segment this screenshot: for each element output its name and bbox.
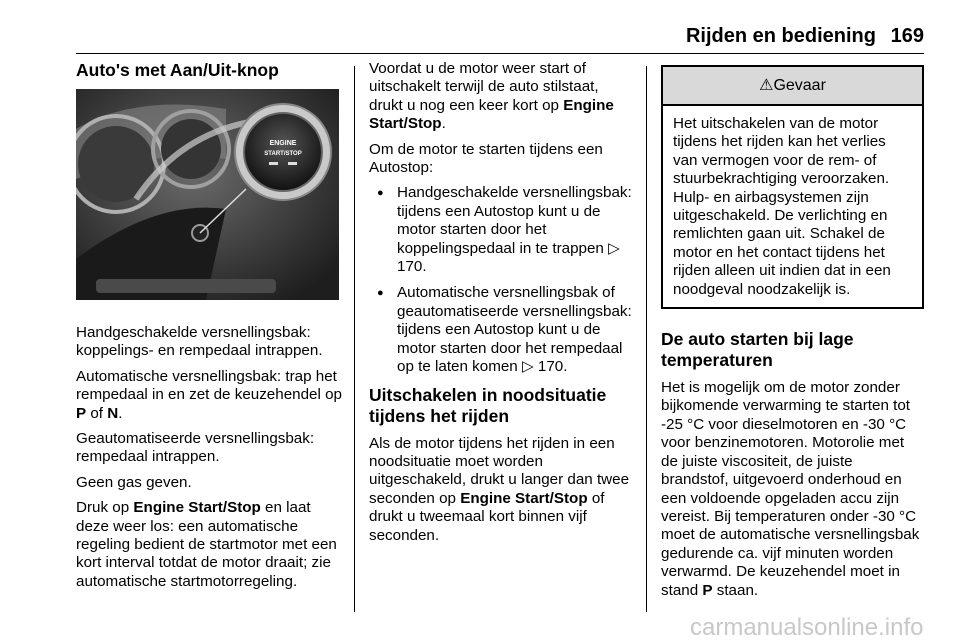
- dashboard-photo: [76, 89, 339, 300]
- page-reference: ▷ 170.: [521, 358, 568, 376]
- column-divider-2: [646, 66, 647, 612]
- start-stop-button-label: START/STOP: [264, 151, 302, 157]
- paragraph-no-gas: Geen gas geven.: [76, 473, 192, 491]
- column-1: [76, 60, 344, 598]
- header-divider: [76, 53, 924, 54]
- paragraph-cold-start: Het is mogelijk om de motor zonder bijkomende verwarming te starten tot -25 °C voor dieselmotoren en -30 °C voor benzinemotoren. Motorolie met de juiste viscositeit, de juiste brandstof, uitgevoerd onderhoud en een voldoende opgeladen accu zijn vereist. Bij temperaturen onder -30 °C moet de automatische versnellingsbak gedurende ca. vijf minuten worden verwarmd. De keuzehendel moet in stand P staan.: [661, 379, 920, 599]
- paragraph-press-button: Druk op Engine Start/Stop en laat deze weer los: een automatische regeling bedient de startmotor met een kort interval totdat de motor draait; zie automatische startmotorregeling.: [76, 499, 337, 590]
- list-item: ● Handgeschakelde versnellingsbak: tijdens een Autostop kunt u de motor starten door het koppelingspedaal in te trappen ▷ 170.: [369, 184, 633, 276]
- watermark: carmanualsonline.info: [690, 614, 924, 641]
- paragraph-restart: Voordat u de motor weer start of uitschakelt terwijl de auto stilstaat, drukt u nog een keer kort op Engine Start/Stop.: [369, 60, 614, 133]
- column-divider-1: [354, 66, 355, 612]
- page-reference: ▷ 170.: [397, 239, 620, 276]
- list-item: ● Automatische versnellingsbak of geautomatiseerde versnellingsbak: tijdens een Autostop kunt u de motor starten door het rempedaal op te laten komen ▷ 170.: [369, 284, 633, 376]
- heading-cold-start: De auto starten bij lage temperaturen: [661, 329, 854, 371]
- paragraph-automatic: Automatische versnellingsbak: trap het rempedaal in en zet de keuzehendel op P of N.: [76, 367, 342, 422]
- heading-start-stop-button: Auto's met Aan/Uit-knop: [76, 60, 279, 80]
- page-header: [76, 22, 924, 52]
- paragraph-autostop-intro: Om de motor te starten tijdens een Autostop:: [369, 140, 603, 177]
- paragraph-manual: Handgeschakelde versnellingsbak: koppelings- en rempedaal intrappen.: [76, 324, 323, 360]
- warning-header: [663, 67, 922, 106]
- warning-triangle-icon: ⚠: [759, 77, 774, 94]
- dashboard-illustration: [76, 89, 339, 300]
- danger-warning-box: [661, 65, 924, 309]
- paragraph-automated: Geautomatiseerde versnellingsbak: rempedaal intrappen.: [76, 430, 315, 466]
- heading-emergency-shutdown: Uitschakelen in noodsituatie tijdens het rijden: [369, 384, 607, 426]
- page-number: 169: [890, 25, 924, 47]
- engine-button-label: ENGINE: [269, 140, 297, 147]
- autostop-list: [369, 184, 633, 376]
- warning-text: Het uitschakelen van de motor tijdens het rijden kan het verlies van vermogen voor de rem- of stuurbekrachtiging veroorzaken. Hulp- en airbagsystemen zijn uitgeschakeld. De verlichting en remlichten gaan uit. Schakel de motor en het contact tijdens het rijden alleen uit indien dat in een noodgeval noodzakelijk is.: [673, 115, 891, 298]
- paragraph-emergency: Als de motor tijdens het rijden in een noodsituatie moet worden uitgeschakeld, drukt u langer dan twee seconden op Engine Start/Stop of drukt u tweemaal kort binnen vijf seconden.: [369, 434, 630, 544]
- column-3: [661, 60, 924, 607]
- warning-title: Gevaar: [773, 77, 826, 94]
- column-2: [369, 60, 633, 552]
- section-title: Rijden en bediening: [685, 25, 876, 47]
